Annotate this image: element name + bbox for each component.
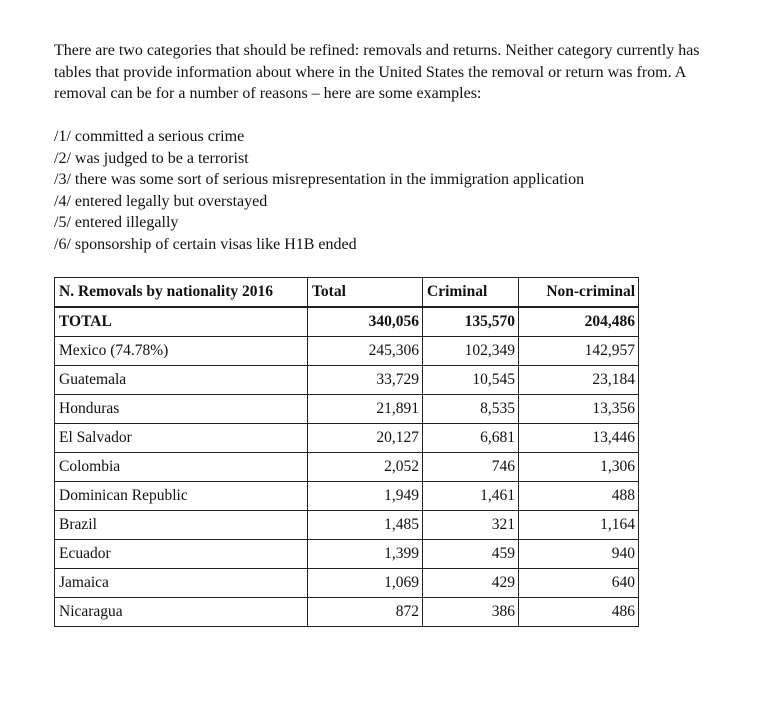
table-row [55, 424, 639, 453]
cell-total: 1,949 [308, 482, 423, 511]
table-header-row [55, 278, 639, 308]
table-row [55, 511, 639, 540]
list-item: /6/ sponsorship of certain visas like H1B ended [54, 236, 357, 254]
cell-criminal: 10,545 [423, 366, 519, 395]
cell-criminal: 429 [423, 569, 519, 598]
cell-country: El Salvador [55, 424, 308, 453]
table-row [55, 482, 639, 511]
cell-noncriminal: 1,164 [519, 511, 639, 540]
header-noncriminal: Non-criminal [519, 278, 639, 308]
cell-noncriminal: 23,184 [519, 366, 639, 395]
list-item: /5/ entered illegally [54, 214, 179, 232]
cell-noncriminal: 13,446 [519, 424, 639, 453]
cell-total: 21,891 [308, 395, 423, 424]
cell-noncriminal: 488 [519, 482, 639, 511]
cell-criminal: 321 [423, 511, 519, 540]
total-total: 340,056 [308, 307, 423, 337]
header-total: Total [308, 278, 423, 308]
cell-total: 33,729 [308, 366, 423, 395]
cell-country: Dominican Republic [55, 482, 308, 511]
header-criminal: Criminal [423, 278, 519, 308]
total-row [55, 307, 639, 337]
list-item: /3/ there was some sort of serious misrepresentation in the immigration application [54, 171, 585, 189]
document-page [54, 40, 734, 620]
cell-noncriminal: 640 [519, 569, 639, 598]
cell-criminal: 1,461 [423, 482, 519, 511]
total-noncriminal: 204,486 [519, 307, 639, 337]
examples-list [54, 126, 734, 256]
table-row [55, 366, 639, 395]
cell-total: 872 [308, 598, 423, 627]
cell-country: Ecuador [55, 540, 308, 569]
cell-criminal: 6,681 [423, 424, 519, 453]
cell-country: Guatemala [55, 366, 308, 395]
cell-country: Colombia [55, 453, 308, 482]
cell-noncriminal: 142,957 [519, 337, 639, 366]
cell-total: 1,485 [308, 511, 423, 540]
cell-criminal: 386 [423, 598, 519, 627]
cell-country: Honduras [55, 395, 308, 424]
table-row [55, 598, 639, 627]
table-row [55, 569, 639, 598]
total-label: TOTAL [55, 307, 308, 337]
list-item: /4/ entered legally but overstayed [54, 192, 268, 210]
cell-criminal: 746 [423, 453, 519, 482]
cell-country: Nicaragua [55, 598, 308, 627]
table-row [55, 453, 639, 482]
cell-total: 2,052 [308, 453, 423, 482]
cell-noncriminal: 940 [519, 540, 639, 569]
cell-criminal: 8,535 [423, 395, 519, 424]
list-item: /1/ committed a serious crime [54, 128, 245, 146]
cell-noncriminal: 13,356 [519, 395, 639, 424]
table-body [55, 307, 639, 627]
cell-country: Mexico (74.78%) [55, 337, 308, 366]
header-name: N. Removals by nationality 2016 [55, 278, 308, 308]
total-criminal: 135,570 [423, 307, 519, 337]
list-item: /2/ was judged to be a terrorist [54, 149, 249, 167]
intro-paragraph: There are two categories that should be refined: removals and returns. Neither category currently has tables that provide information about where in the United States the removal or return was from. A removal can be for a number of reasons – here are some examples: [54, 42, 700, 103]
table-row [55, 337, 639, 366]
cell-noncriminal: 486 [519, 598, 639, 627]
table-row [55, 395, 639, 424]
cell-total: 245,306 [308, 337, 423, 366]
cell-criminal: 459 [423, 540, 519, 569]
cell-country: Brazil [55, 511, 308, 540]
cell-total: 1,399 [308, 540, 423, 569]
cell-noncriminal: 1,306 [519, 453, 639, 482]
cell-country: Jamaica [55, 569, 308, 598]
cell-total: 1,069 [308, 569, 423, 598]
cell-total: 20,127 [308, 424, 423, 453]
cell-criminal: 102,349 [423, 337, 519, 366]
removals-table [54, 277, 639, 627]
table-row [55, 540, 639, 569]
